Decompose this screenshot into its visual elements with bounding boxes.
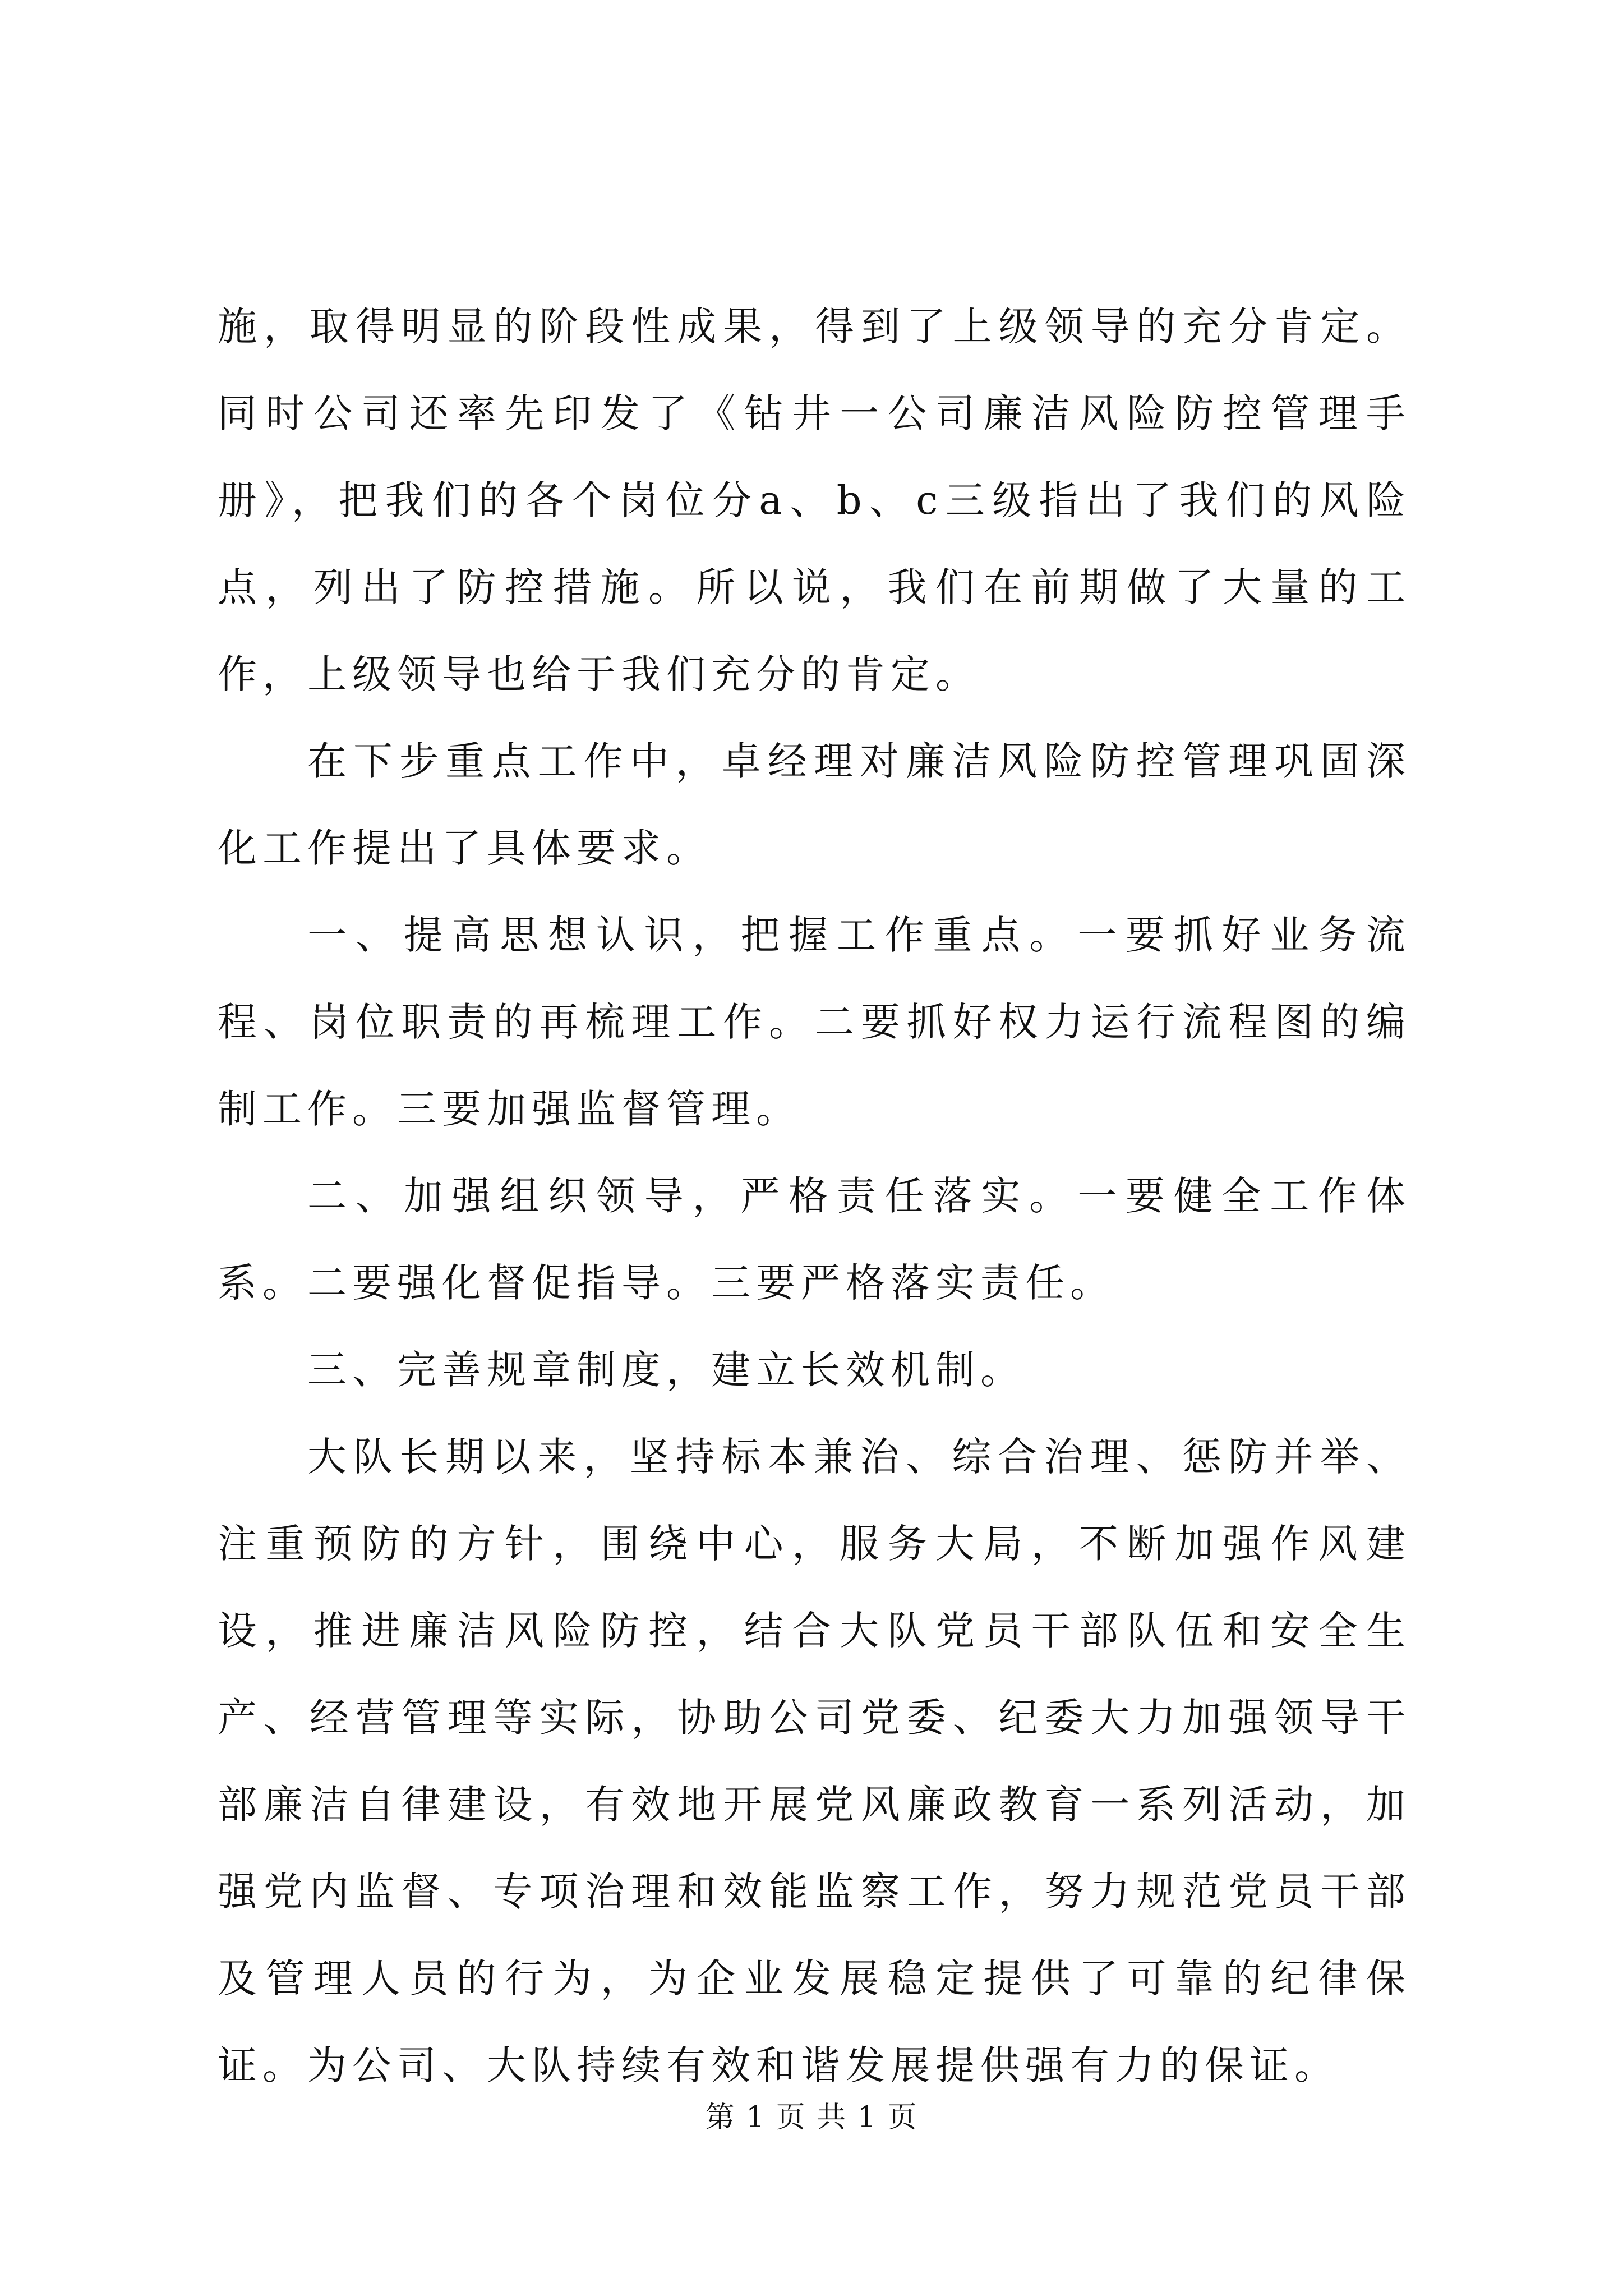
page-number-footer: 第 1 页 共 1 页	[705, 2101, 918, 2134]
paragraph: 在下步重点工作中，卓经理对廉洁风险防控管理巩固深化工作提出了具体要求。	[218, 738, 1411, 871]
paragraph: 一、提高思想认识，把握工作重点。一要抓好业务流程、岗位职责的再梳理工作。二要抓好权力运行流程图的编制工作。三要加强监督管理。	[218, 912, 1411, 1132]
paragraph: 二、加强组织领导，严格责任落实。一要健全工作体系。二要强化督促指导。三要严格落实责任。	[218, 1173, 1411, 1306]
paragraph: 施，取得明显的阶段性成果，得到了上级领导的充分肯定。同时公司还率先印发了《钻井一公司廉洁风险防控管理手册》，把我们的各个岗位分a、b、c三级指出了我们的风险点，列出了防控措施。所以说，我们在前期做了大量的工作，上级领导也给于我们充分的肯定。	[218, 303, 1411, 697]
paragraph: 三、完善规章制度，建立长效机制。	[307, 1347, 1025, 1393]
paragraph: 大队长期以来，坚持标本兼治、综合治理、惩防并举、注重预防的方针，围绕中心，服务大局，不断加强作风建设，推进廉洁风险防控，结合大队党员干部队伍和安全生产、经营管理等实际，协助公司党委、纪委大力加强领导干部廉洁自律建设，有效地开展党风廉政教育一系列活动，加强党内监督、专项治理和效能监察工作，努力规范党员干部及管理人员的行为，为企业发展稳定提供了可靠的纪律保证。为公司、大队持续有效和谐发展提供强有力的保证。	[218, 1434, 1411, 2088]
document-body	[218, 283, 1411, 2109]
